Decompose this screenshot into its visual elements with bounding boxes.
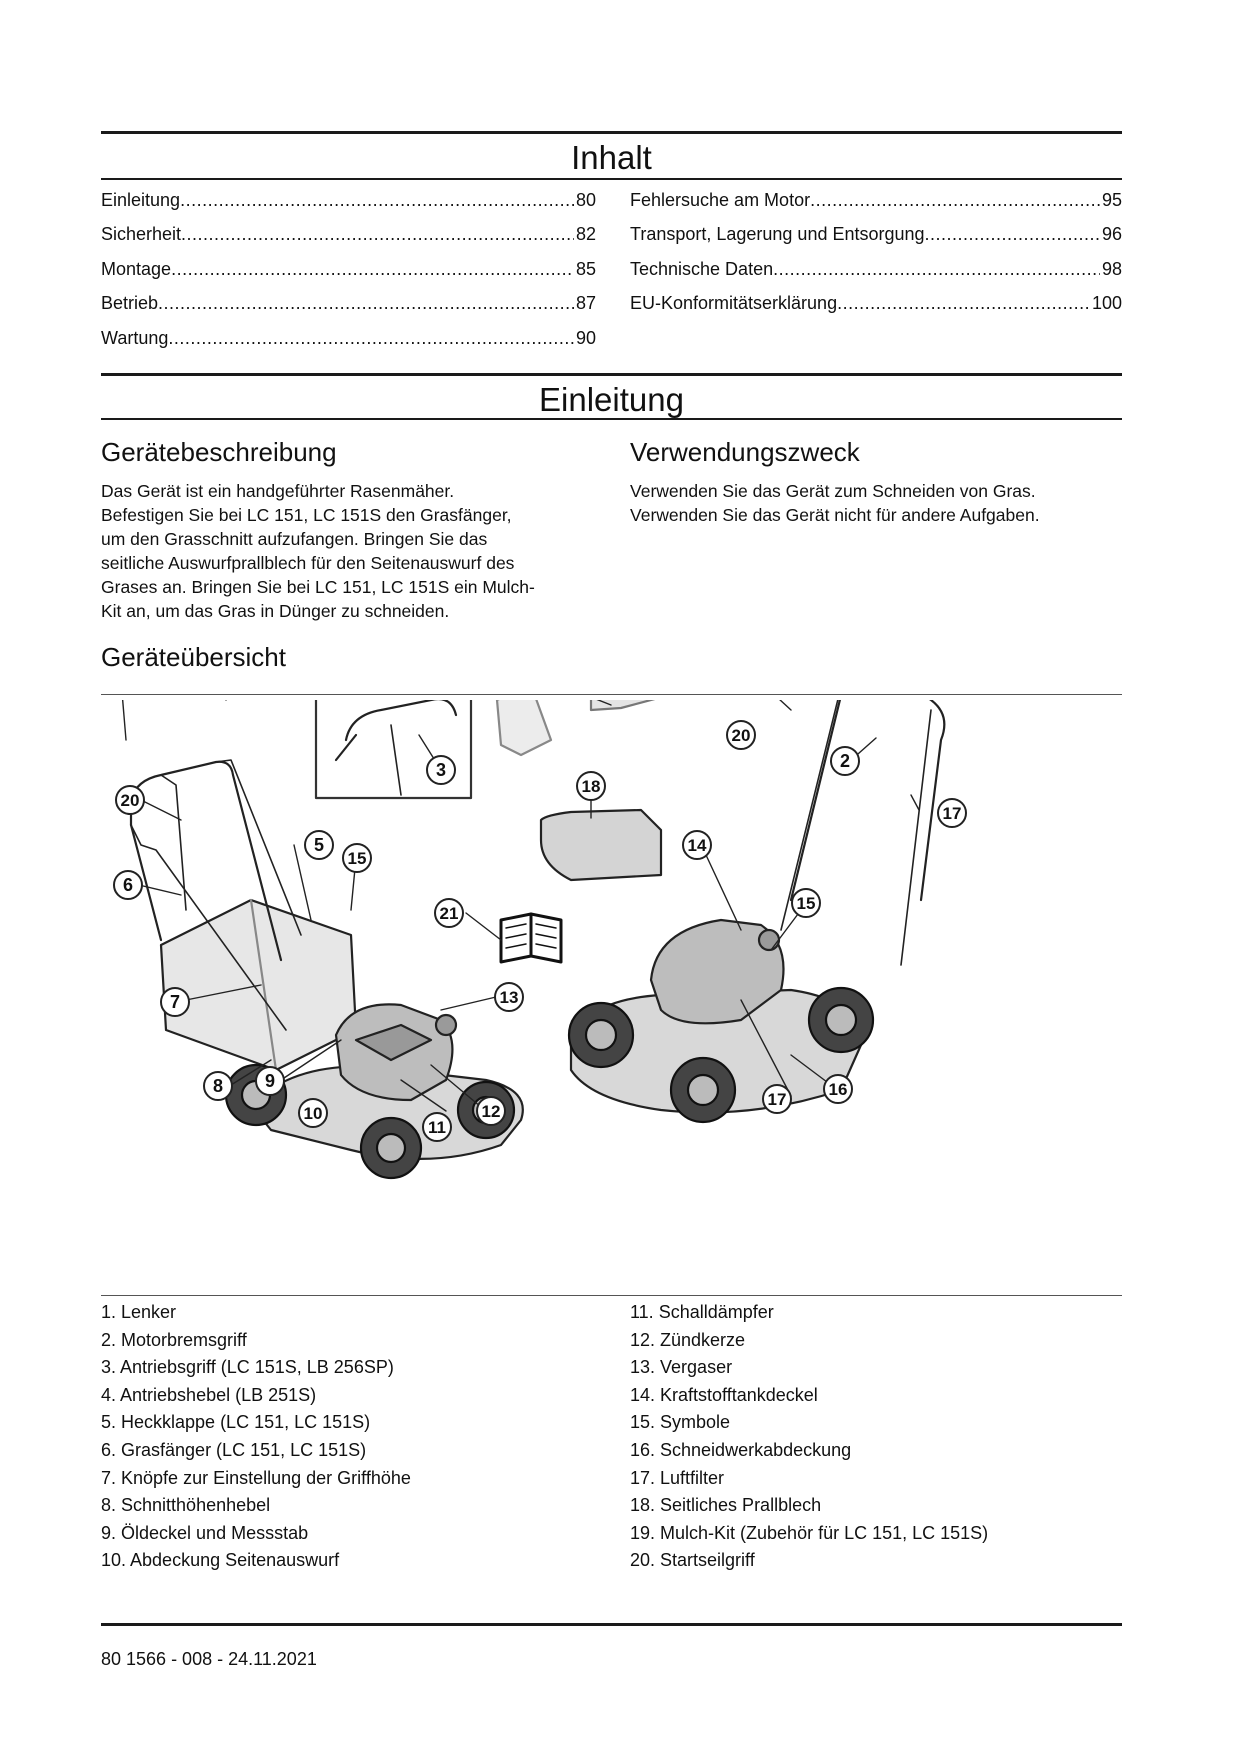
legend-right xyxy=(630,1299,988,1575)
page-footer: 80 1566 - 008 - 24.11.2021 xyxy=(101,1649,317,1669)
callout-10 xyxy=(299,1099,327,1127)
svg-text:21: 21 xyxy=(439,904,459,923)
svg-text:7: 7 xyxy=(169,992,181,1012)
svg-text:10: 10 xyxy=(303,1104,323,1123)
legend-item: 3. Antriebsgriff (LC 151S, LB 256SP) xyxy=(101,1357,394,1378)
callout-17b xyxy=(938,799,966,827)
callout-8 xyxy=(204,1072,232,1100)
legend-item: 9. Öldeckel und Messstab xyxy=(101,1522,309,1543)
book-icon xyxy=(501,914,561,962)
svg-text:6: 6 xyxy=(122,875,134,895)
purpose-text: Verwenden Sie das Gerät zum Schneiden von Gras. Verwenden Sie das Gerät nicht für andere Aufgaben. xyxy=(630,481,1040,525)
callout-7 xyxy=(161,988,189,1016)
legend-item: 15. Symbole xyxy=(630,1412,731,1433)
svg-text:17: 17 xyxy=(942,804,962,823)
callout-18 xyxy=(577,772,605,800)
legend-item: 20. Startseilgriff xyxy=(630,1550,755,1571)
blade-drawing xyxy=(591,700,731,710)
toc-entry[interactable]: Einleitung ..... 80 xyxy=(101,190,596,214)
callout-21 xyxy=(435,899,463,927)
description-text: Das Gerät ist ein handgeführter Rasenmäher. Befestigen Sie bei LC 151, LC 151S den Grasfänger, um den Grasschnitt aufzufangen. Bringen Sie das seitliche Auswurfprallblech für den Seitenauswurf des Grases an. Bringen Sie bei LC 151, LC 151S ein Mulch- Kit an, um das Gras in Dünger zu schneiden. xyxy=(101,481,535,621)
svg-text:15: 15 xyxy=(347,849,367,868)
legend-item: 14. Kraftstofftankdeckel xyxy=(630,1384,818,1405)
svg-text:9: 9 xyxy=(264,1071,276,1091)
callout-2b xyxy=(831,747,859,775)
overview-heading: Geräteübersicht xyxy=(101,642,286,672)
legend-item: 2. Motorbremsgriff xyxy=(101,1329,247,1350)
legend-left xyxy=(101,1299,411,1575)
callout-14 xyxy=(683,831,711,859)
intro-title: Einleitung xyxy=(539,381,684,418)
intro-top-rule xyxy=(101,373,1122,376)
svg-text:5: 5 xyxy=(313,835,325,855)
svg-text:2: 2 xyxy=(839,751,851,771)
svg-text:15: 15 xyxy=(796,894,816,913)
callout-16 xyxy=(824,1075,852,1103)
mulch-kit-drawing xyxy=(497,700,551,755)
callout-17a xyxy=(763,1085,791,1113)
legend-item: 16. Schneidwerkabdeckung xyxy=(630,1439,852,1460)
svg-text:18: 18 xyxy=(581,777,601,796)
legend-item: 1. Lenker xyxy=(101,1302,177,1322)
svg-text:3: 3 xyxy=(435,760,447,780)
intro-bottom-rule xyxy=(101,418,1122,420)
toc-entry[interactable]: Transport, Lagerung und Entsorgung ..... 96 xyxy=(630,224,1122,248)
side-deflector-drawing xyxy=(541,810,661,880)
legend-item: 7. Knöpfe zur Einstellung der Griffhöhe xyxy=(101,1467,411,1488)
legend-item: 4. Antriebshebel (LB 251S) xyxy=(101,1384,317,1405)
toc-entry[interactable]: Fehlersuche am Motor ..... 95 xyxy=(630,190,1122,214)
svg-text:14: 14 xyxy=(687,836,707,855)
toc-title: Inhalt xyxy=(571,139,652,176)
legend-item: 11. Schalldämpfer xyxy=(630,1302,774,1322)
callout-15a xyxy=(343,844,371,872)
svg-text:16: 16 xyxy=(828,1080,848,1099)
toc-entry[interactable]: Betrieb ..... 87 xyxy=(101,293,596,317)
mower-overview-illustration xyxy=(101,700,1122,1280)
legend-item: 17. Luftfilter xyxy=(630,1467,725,1488)
toc-entry[interactable]: Sicherheit ..... 82 xyxy=(101,224,596,248)
description-heading: Gerätebeschreibung xyxy=(101,437,337,467)
svg-text:13: 13 xyxy=(499,988,519,1007)
svg-text:12: 12 xyxy=(481,1102,501,1121)
callout-5 xyxy=(305,831,333,859)
legend-item: 10. Abdeckung Seitenauswurf xyxy=(101,1550,340,1571)
toc-entry[interactable]: EU-Konformitätserklärung ..... 100 xyxy=(630,293,1122,317)
toc-entry[interactable]: Wartung ..... 90 xyxy=(101,328,596,352)
toc-entry[interactable]: Montage ..... 85 xyxy=(101,259,596,283)
legend-item: 13. Vergaser xyxy=(630,1357,733,1378)
callout-15b xyxy=(792,889,820,917)
svg-text:20: 20 xyxy=(731,726,751,745)
footer-rule xyxy=(101,1623,1122,1626)
svg-text:20: 20 xyxy=(120,791,140,810)
toc-entry[interactable]: Technische Daten ..... 98 xyxy=(630,259,1122,283)
legend-item: 8. Schnitthöhenhebel xyxy=(101,1495,271,1516)
callout-13 xyxy=(495,983,523,1011)
legend-item: 12. Zündkerze xyxy=(630,1329,746,1350)
right-handle-drawing xyxy=(846,700,944,900)
callout-11 xyxy=(423,1113,451,1141)
legend-item: 6. Grasfänger (LC 151, LC 151S) xyxy=(101,1439,367,1460)
legend-top-rule xyxy=(101,1295,1122,1296)
callout-20b xyxy=(727,721,755,749)
callout-20a xyxy=(116,786,144,814)
callout-6 xyxy=(114,871,142,899)
svg-text:11: 11 xyxy=(428,1118,446,1137)
callout-9 xyxy=(256,1067,284,1095)
legend-item: 18. Seitliches Prallblech xyxy=(630,1495,822,1516)
callout-12 xyxy=(477,1097,505,1125)
svg-text:8: 8 xyxy=(212,1076,224,1096)
legend-item: 19. Mulch-Kit (Zubehör für LC 151, LC 151S) xyxy=(630,1522,989,1543)
legend-item: 5. Heckklappe (LC 151, LC 151S) xyxy=(101,1412,371,1433)
toc-bottom-rule xyxy=(101,178,1122,180)
svg-text:17: 17 xyxy=(767,1090,787,1109)
overview-top-rule xyxy=(101,694,1122,695)
purpose-heading: Verwendungszweck xyxy=(630,437,860,467)
toc-top-rule xyxy=(101,131,1122,134)
callout-3 xyxy=(427,756,455,784)
